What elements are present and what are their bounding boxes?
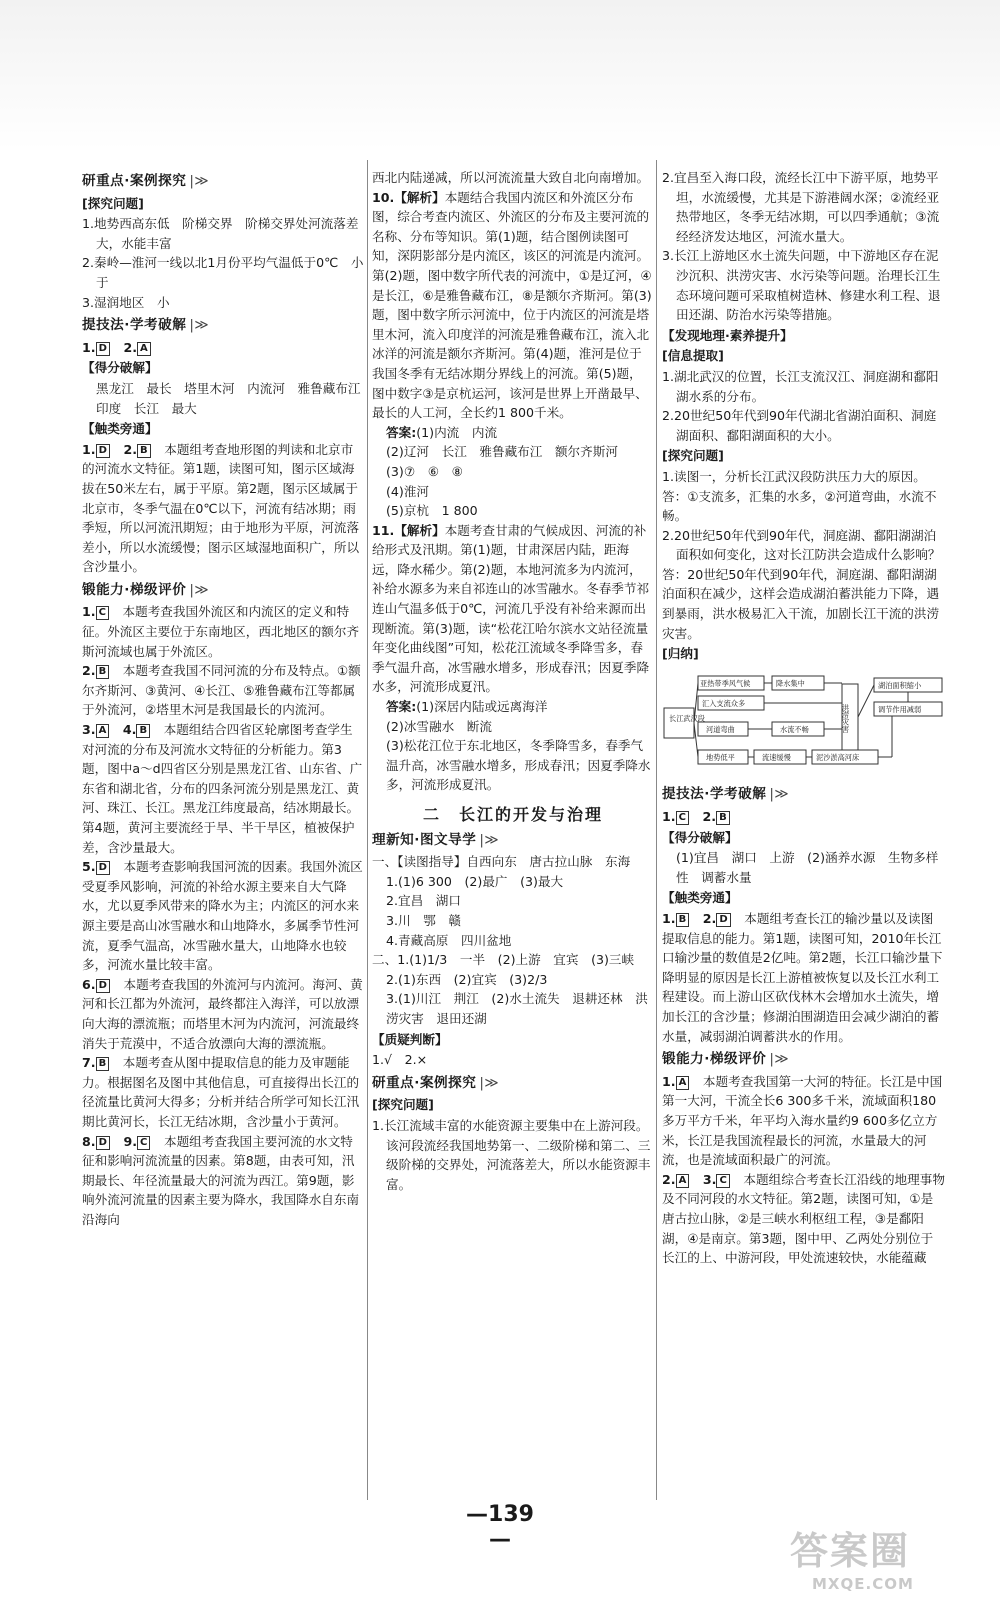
explanation: 7. B 本题考查从图中提取信息的能力及审题能力。根据图名及图中其他信息，可直接得出长江的径流量比黄河大得多；分析并结合所学可知长江汛期比黄河长，长江无结冰期，含沙量小于黄河。 [82,1055,360,1129]
answer-line: 1. D 2. A [82,338,365,358]
explanation: 8. D 9. C 本题组考查我国主要河流的水文特征和影响河流流量的因素。第8题，由表可知，汛期最长、年径流量最大的河流为西江。第9题，影响外流河流量的因素主要为降水，我国降水自东南沿海向 [82,1133,360,1227]
column-left [82,168,374,1229]
answer-line: 1.地势西高东低 阶梯交界 阶梯交界处河流落差大，水能丰富 [82,216,359,251]
chapter-title: 二 长江的开发与治理 [422,805,603,824]
diagram-label: 调节作用减弱 [878,704,922,714]
answer-line: 1.√ 2.× [372,1052,428,1068]
answer-line: 1.长江流域丰富的水能资源主要集中在上游河段。该河段流经我国地势第一、二级阶梯和第二、三级阶梯的交界处，河流落差大，所以水能资源丰富。 [372,1117,651,1192]
diagram-label: 河道弯曲 [706,724,735,734]
answer-line: 3.长江上游地区水土流失问题，中下游地区存在泥沙沉积、洪涝灾害、水污染等问题。治理长江生态环境问题可采取植树造林、修建水利工程、退田还湖、防治水污染等措施。 [662,248,941,323]
explanation: 10.【解析】本题结合我国内流区和外流区分布图，综合考查内流区、外流区的分布及主要河流的名称、分布等知识。第(1)题，结合图例读图可知，深阴影部分是内流区，该区的河流是内流河。第(2)题，图中数字所代表的河流中，①是辽河，④是长江，⑥是雅鲁藏布江，⑧是额尔齐斯河。第(3)题，图中数字所示河流中，位于内流区的河流是塔里木河，流入印度洋的河流是雅鲁藏布江，流入北冰洋的河流是额尔齐斯河。第(4)题，淮河是位于我国冬季有无结冰期分界线上的河流。第(5)题，图中数字③是京杭运河，该河是世界上开凿最早、最长的人工河，全长约1 800千米。 [372,189,652,421]
explanation: 2. A 3. C 本题组综合考查长江沿线的地理事物及不同河段的水文特征。第2题，读图可知，①是唐古拉山脉，②是三峡水利枢纽工程，③是鄱阳湖，④是南京。第3题，图中甲、乙两处分别位于长江的上、中游河段，甲处流速较快，水能蕴藏 [662,1171,945,1266]
answer-line: (2)辽河 长江 雅鲁藏布江 额尔齐斯河 [386,444,618,460]
answer-line: 3.(1)川江 荆江 (2)水土流失 退耕还林 洪涝灾害 退田还湖 [386,991,648,1026]
diagram-label: 水流不畅 [780,724,809,734]
explanation: 1. A 本题考查我国第一大河的特征。长江是中国第一大河，干流全长6 300多千米，流域面积180多万平方千米，年平均入海水量约9 600多亿立方米，长江是我国流程最长的河流，水量最大的河流，也是流域面积最广的河流。 [662,1073,943,1168]
answer-line: 1.湖北武汉的位置，长江支流汉江、洞庭湖和鄱阳湖水系的分布。 [662,368,939,404]
diagram-label: 亚热带季风气候 [700,678,751,688]
subsection-tag: [信息提取] [662,348,724,364]
answer-line: 2.宜昌 湖口 [386,893,461,909]
answer-line: (3)⑦ ⑥ ⑧ [386,463,463,479]
answer-line: 答案:(1)深居内陆或远离海洋 [386,699,548,715]
subsection-tag: 【触类旁通】 [662,890,738,906]
diagram-label: 洪涝灾害 [841,703,851,733]
subsection-tag: 【质疑判断】 [372,1031,448,1047]
page-number: —139— [466,1502,534,1552]
answer-line: 4.青藏高原 四川盆地 [386,932,512,948]
answer-line: 3.湿润地区 小 [82,294,170,310]
section-heading: 提技法·学考破解 |≫ [82,317,210,334]
answer-line: 一、【读图指导】自西向东 唐古拉山脉 东海 [372,854,631,870]
answer-line: 1. C 2. B [662,807,945,827]
question-line: 1.读图一，分析长江武汉段防洪压力大的原因。 [662,468,926,484]
diagram-label: 泥沙淤高河床 [816,752,860,762]
diagram-label: 长江武汉段 [669,713,705,723]
column-middle [372,168,654,1194]
answer-line: (4)淮河 [386,483,430,499]
section-heading: 理新知·图文导学 |≫ [372,831,500,848]
column-right [662,168,945,1268]
watermark-logo-url: MXQE.COM [812,1575,914,1593]
explanation: 西北内陆递减，所以河流流量大致自北向南增加。 [372,170,650,185]
subsection-tag: 【发现地理·素养提升】 [662,327,793,343]
page-top-band [0,0,1000,150]
section-heading: 提技法·学考破解 |≫ [662,786,790,803]
answer-line: (5)京杭 1 800 [386,503,478,519]
diagram-label: 湖泊面积缩小 [878,680,922,690]
explanation: 5. D 本题考查影响我国河流的因素。我国外流区受夏季风影响，河流的补给水源主要来自大气降水，尤以夏季风带来的降水为主；内流区的河水来源主要是高山冰雪融水和山地降水，多属季节性河流，夏季气温高，冰雪融水量大，山地降水也较多，河流水量比较丰富。 [82,859,363,973]
diagram-label: 汇入支流众多 [702,698,746,708]
section-heading: 研重点·案例探究 |≫ [82,173,210,189]
explanation: 3. A 4. B 本题组结合四省区轮廓图考查学生对河流的分布及河流水文特征的分析能力。第3题，图中a～d四省区分别是黑龙江省、山东省、广东省和湖北省，分布的四条河流分别是黑龙江、黄河、珠江、长江。黑龙江纬度最高，结冰期最长。第4题，黄河主要流经于旱、半干旱区，植被保护差，含沙量最大。 [82,722,363,855]
section-heading: 锻能力·梯级评价 |≫ [662,1051,790,1068]
explanation: 1. B 2. D 本题组考查长江的输沙量以及读图提取信息的能力。第1题，读图可知，2010年长江口输沙量的数值是2亿吨。第2题，长江口输沙量下降明显的原因是长江上游植被恢复以及长江水利工程建设。而上游山区砍伐林木会增加水土流失，增加长江的含沙量；修湖泊围湖造田会减少湖泊的蓄水量，减弱湖泊调蓄洪水的作用。 [662,911,943,1044]
watermark-logo-text: 答案圈 [790,1529,911,1573]
answer-line: 答：①支流多，汇集的水多，②河道弯曲，水流不畅。 [662,488,937,524]
column-divider [367,160,368,1500]
answer-line: 1.(1)6 300 (2)最广 (3)最大 [386,873,564,889]
explanation: 2. B 本题考查我国不同河流的分布及特点。①额尔齐斯河、③黄河、④长江、⑤雅鲁藏布江等都属于外流河，②塔里木河是我国最长的内流河。 [82,663,361,718]
diagram-label: 流速缓慢 [762,752,791,762]
watermark-logo [790,1520,970,1596]
section-heading: 锻能力·梯级评价 |≫ [82,581,210,598]
answer-line: 3.川 鄂 赣 [386,912,461,928]
answer-text: (1)宜昌 湖口 上游 (2)涵养水源 生物多样性 调蓄水量 [676,850,939,885]
subsection-tag: [探究问题] [372,1097,434,1113]
explanation: 6. D 本题考查我国的外流河与内流河。海河、黄河和长江都为外流河，最终都注入海洋，可以放漂向大海的漂流瓶；而塔里木河为内流河，河流最终消失于荒漠中，不适合放漂向大海的漂流瓶。 [82,976,363,1051]
explanation: 1. D 2. B 本题组考查地形图的判读和北京市的河流水文特征。第1题，读图可知，图示区域海拔在50米左右，属于平原。第2题，图示区域属于北京市，冬季气温在0℃以下，河流有结冰期；雨季短，所以河流汛期短；由于地形为平原，河流落差小，所以水流缓慢；图示区域湿地面积广，所以含沙量小。 [82,441,360,575]
explanation: 1. C 本题考查我国外流区和内流区的定义和特征。外流区主要位于东南地区，西北地区的额尔齐斯河流域也属于外流区。 [82,604,360,659]
answer-line: 2.宜昌至入海口段，流经长江中下游平原，地势平坦，水流缓慢，尤其是下游港阔水深；②流经亚热带地区，冬季无结冰期，可以四季通航；③流经经济发达地区，河流水量大。 [662,170,940,244]
diagram-label: 降水集中 [776,678,805,688]
subsection-tag: [探究问题] [82,195,144,211]
explanation: 11.【解析】本题考查甘肃的气候成因、河流的补给形式及汛期。第(1)题，甘肃深居内陆，距海远，降水稀少。第(2)题，本地河流多为内流河，补给水源多为来自祁连山的冰雪融水。冬春季节祁连山气温多低于0℃，河流几乎没有补给来源而出现断流。第(3)题，读“松花江哈尔滨水文站径流量年变化曲线图”可知，松花江流域冬季降雪多，春季气温升高，冰雪融水增多，形成春汛；因夏季降水多，河流形成夏汛。 [372,522,650,695]
answer-line: (3)松花江位于东北地区，冬季降雪多，春季气温升高，冰雪融水增多，形成春汛；因夏季降水多，河流形成夏汛。 [386,738,651,793]
answer-line: 答：20世纪50年代到90年代，洞庭湖、鄱阳湖湖泊面积在减少，这样会造成湖泊蓄洪能力下降，遇到暴雨，洪水极易汇入干流，加剧长江干流的洪涝灾害。 [662,566,940,641]
diagram-label: 地势低平 [706,752,735,762]
question-line: 2.20世纪50年代到90年代，洞庭湖、鄱阳湖湖泊面积如何变化，这对长江防洪会造成什么影响？ [662,527,941,563]
answer-text: 黑龙江 最长 塔里木河 内流河 雅鲁藏布江 印度 长江 最大 [96,380,374,416]
column-divider [656,160,657,1500]
subsection-tag: 【触类旁通】 [82,421,158,437]
flow-diagram [662,670,945,780]
subsection-tag: 【得分破解】 [662,829,738,845]
subsection-tag: 【得分破解】 [82,360,158,376]
subsection-tag: [归纳] [662,646,699,662]
answer-line: 二、1.(1)1/3 一半 (2)上游 宜宾 (3)三峡 [372,952,635,968]
subsection-tag: [探究问题] [662,448,724,464]
answer-line: 2.秦岭—淮河一线以北1月份平均气温低于0℃ 小于 [82,255,364,290]
answer-line: 答案:(1)内流 内流 [386,424,498,440]
answer-line: (2)冰雪融水 断流 [386,718,492,734]
section-heading: 研重点·案例探究 |≫ [372,1074,500,1091]
answer-line: 2.(1)东西 (2)宜宾 (3)2/3 [386,971,548,987]
diagram-box [664,708,694,738]
answer-line: 2.20世纪50年代到90年代湖北省湖泊面积、洞庭湖面积、鄱阳湖面积的大小。 [662,408,937,443]
flow-diagram-svg [662,670,945,774]
